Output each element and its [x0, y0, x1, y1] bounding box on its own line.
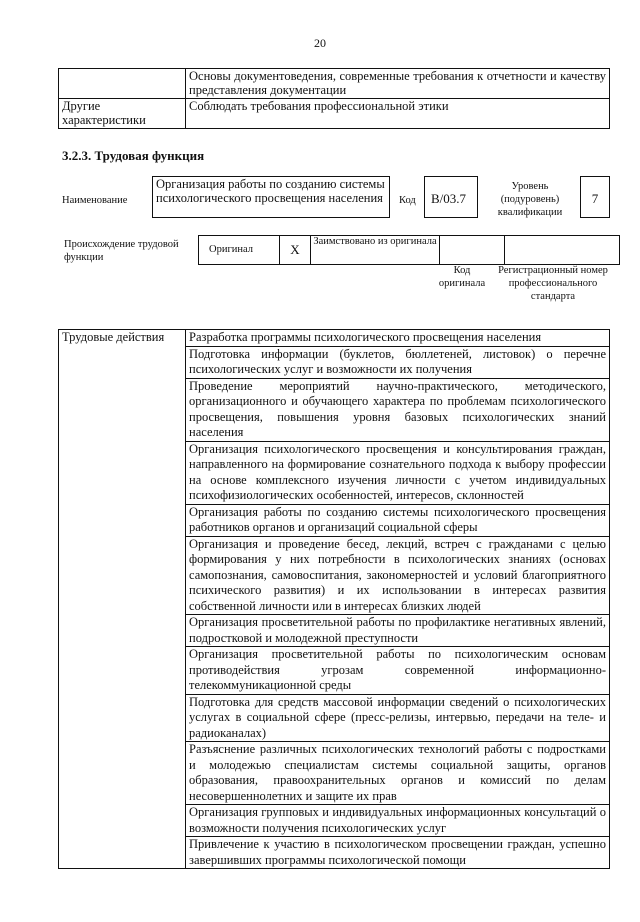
characteristics-table — [58, 68, 610, 129]
table-row — [59, 330, 610, 347]
list-item: Организация и проведение бесед, лекций, встреч с гражданами с целью формирования у них потребности в психологических знаниях (основах самопознания, самовоспитания, закономерностей и условий благоприятного психического развития) и их использовании в интересах развития собственной личности или в интересах близких людей — [186, 536, 610, 615]
qualification-level: 7 — [580, 176, 610, 218]
labor-actions-label: Трудовые действия — [59, 330, 186, 869]
original-label: Оригинал — [199, 236, 280, 265]
list-item: Подготовка для средств массовой информации сведений о психологических услугах в социальной сфере (пресс-релизы, интервью, передачи на теле- и радиоканалах) — [186, 694, 610, 742]
list-item: Подготовка информации (буклетов, бюллетеней, листовок) о перечне психологических услуг и возможности их получения — [186, 346, 610, 378]
code-caption: Код оригинала — [438, 265, 486, 289]
origin-table — [198, 235, 620, 265]
origin-label: Происхождение трудовой функции — [64, 239, 179, 263]
list-item: Организация работы по созданию системы психологического просвещения работников органов и организаций социальной сферы — [186, 504, 610, 536]
level-label: Уровень (подуровень) квалификации — [497, 181, 563, 218]
function-name: Организация работы по созданию системы психологического просвещения населения — [152, 176, 390, 218]
original-mark: X — [280, 236, 311, 265]
reg-caption: Регистрационный номер профессионального стандарта — [498, 265, 608, 302]
page-number: 20 — [314, 36, 326, 50]
list-item: Разработка программы психологического просвещения населения — [186, 330, 610, 347]
list-item: Разъяснение различных психологических технологий работы с подростками и молодежью специалистам системы социальной защиты, органов образования, правоохранительных органов и комиссий по делам несовершеннолетних и защите их прав — [186, 742, 610, 805]
list-item: Организация просветительной работы по психологическим основам противодействия угрозам современной информационно-телекоммуникационной среды — [186, 647, 610, 695]
reg-number-cell — [505, 236, 620, 265]
row-text: Основы документоведения, современные требования к отчетности и качеству представления документации — [186, 69, 610, 99]
row-label — [59, 69, 186, 99]
list-item: Организация психологического просвещения и консультирования граждан, направленного на формирование сознательного подхода к выбору профессии на основе комплексного изучения личности с учетом индивидуальных психофизиологических особенностей, интересов, склонностей — [186, 441, 610, 504]
labor-actions-table — [58, 329, 610, 869]
list-item: Проведение мероприятий научно-практического, методического, организационного и обучающего характера по проблемам психологического просвещения, повышения уровня базовых психологических знаний населения — [186, 378, 610, 441]
row-text: Соблюдать требования профессиональной этики — [186, 99, 610, 129]
table-row — [59, 69, 610, 99]
function-code: B/03.7 — [424, 176, 478, 218]
table-row — [59, 99, 610, 129]
original-code-cell — [440, 236, 505, 265]
section-title: 3.2.3. Трудовая функция — [62, 148, 205, 163]
list-item: Организация групповых и индивидуальных информационных консультаций о возможности получения психологических услуг — [186, 805, 610, 837]
row-label: Другие характеристики — [59, 99, 186, 129]
list-item: Организация просветительной работы по профилактике негативных явлений, подростковой и молодежной преступности — [186, 615, 610, 647]
code-label: Код — [399, 195, 416, 206]
list-item: Привлечение к участию в психологическом просвещении граждан, успешно завершивших программы психологической помощи — [186, 837, 610, 869]
name-label: Наименование — [62, 195, 128, 206]
borrowed-label: Заимствовано из оригинала — [311, 236, 440, 265]
